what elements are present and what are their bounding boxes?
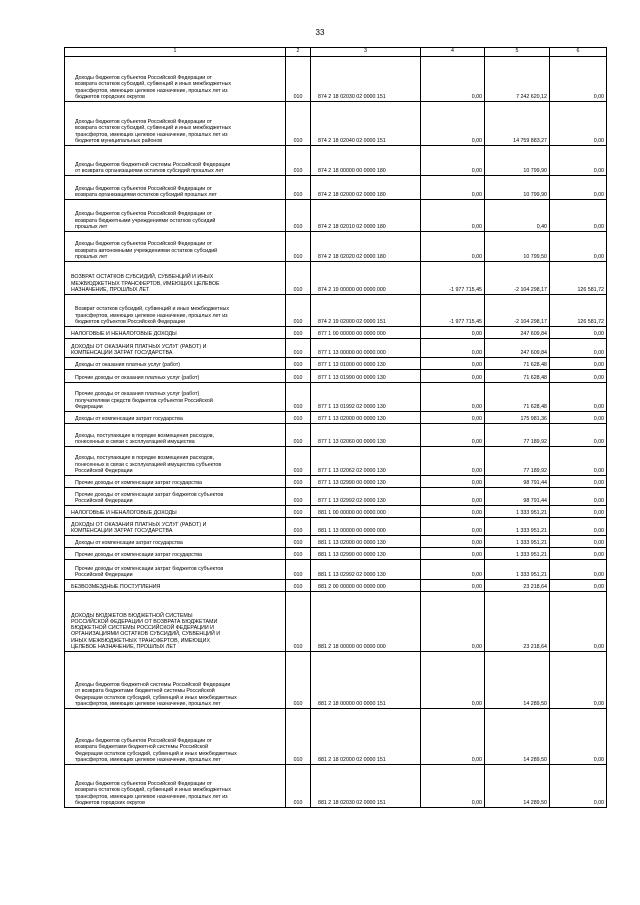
row-value-col6: 0,00	[550, 536, 607, 548]
row-value-col5: 23 218,64	[485, 580, 550, 592]
row-value-col4: 0,00	[421, 536, 485, 548]
row-income-code: 881 1 13 02992 02 0000 130	[311, 560, 421, 580]
row-value-col6: 0,00	[550, 146, 607, 176]
row-value-col5: 10 799,50	[485, 232, 550, 262]
row-value-col6: 0,00	[550, 765, 607, 808]
table-row	[65, 383, 607, 412]
row-line-code: 010	[286, 652, 311, 709]
row-value-col5: 247 609,84	[485, 327, 550, 339]
table-row	[65, 232, 607, 262]
page-number: 33	[315, 28, 325, 37]
row-value-col5: 71 628,48	[485, 383, 550, 412]
row-description: ДОХОДЫ ОТ ОКАЗАНИЯ ПЛАТНЫХ УСЛУГ (РАБОТ) И КОМПЕНСАЦИИ ЗАТРАТ ГОСУДАРСТВА	[65, 518, 286, 536]
row-income-code: 874 2 18 02020 02 0000 180	[311, 232, 421, 262]
table-row	[65, 580, 607, 592]
table-row	[65, 176, 607, 200]
row-value-col6: 0,00	[550, 560, 607, 580]
column-header: 3	[311, 48, 421, 57]
row-value-col5: 1 333 951,21	[485, 548, 550, 560]
row-line-code: 010	[286, 548, 311, 560]
row-value-col4: 0,00	[421, 412, 485, 424]
row-description: Доходы от компенсации затрат государства	[65, 536, 286, 548]
row-value-col4: -1 977 715,45	[421, 262, 485, 295]
table-row	[65, 709, 607, 765]
row-income-code: 877 1 13 00000 00 0000 000	[311, 339, 421, 358]
row-value-col5: -2 104 298,17	[485, 262, 550, 295]
row-income-code: 874 2 18 02030 02 0000 151	[311, 57, 421, 102]
row-value-col6: 0,00	[550, 518, 607, 536]
row-line-code: 010	[286, 295, 311, 327]
row-income-code: 877 1 13 01990 00 0000 130	[311, 370, 421, 383]
row-value-col5: 71 628,48	[485, 358, 550, 370]
row-value-col4: 0,00	[421, 232, 485, 262]
row-value-col5: 14 289,50	[485, 652, 550, 709]
row-description: Доходы бюджетов субъектов Российской Федерации от возврата остатков субсидий, субвенций и иных межбюджетных трансфертов, имеющих целевое назначение, прошлых лет из бюджетов городских округов	[65, 765, 286, 808]
row-value-col6: 126 581,72	[550, 262, 607, 295]
table-row	[65, 548, 607, 560]
row-line-code: 010	[286, 476, 311, 488]
row-income-code: 881 2 00 00000 00 0000 000	[311, 580, 421, 592]
row-value-col4: 0,00	[421, 200, 485, 232]
row-income-code: 877 1 13 01992 02 0000 130	[311, 383, 421, 412]
table-row	[65, 57, 607, 102]
row-income-code: 877 1 13 02000 00 0000 130	[311, 412, 421, 424]
row-description: Доходы бюджетов субъектов Российской Федерации от возврата бюджетами бюджетной системы Российской Федерации остатков субсидий, субвенций и иных межбюджетных трансфертов, имеющих целевое назначение, прошлых лет	[65, 709, 286, 765]
row-income-code: 881 1 00 00000 00 0000 000	[311, 506, 421, 518]
table-row	[65, 102, 607, 146]
row-value-col5: -2 104 298,17	[485, 295, 550, 327]
row-line-code: 010	[286, 709, 311, 765]
row-description: Прочие доходы от компенсации затрат бюджетов субъектов Российской Федерации	[65, 488, 286, 506]
row-value-col4: 0,00	[421, 339, 485, 358]
row-value-col5: 1 333 951,21	[485, 536, 550, 548]
table-row	[65, 370, 607, 383]
table-row	[65, 424, 607, 447]
row-description: Доходы бюджетов субъектов Российской Федерации от возврата остатков субсидий, субвенций и иных межбюджетных трансфертов, имеющих целевое назначение, прошлых лет из бюджетов городских округов	[65, 57, 286, 102]
row-value-col6: 0,00	[550, 652, 607, 709]
row-line-code: 010	[286, 232, 311, 262]
column-header: 1	[65, 48, 286, 57]
row-value-col6: 0,00	[550, 506, 607, 518]
row-description: Доходы бюджетов субъектов Российской Федерации от возврата организациями остатков субсидий прошлых лет	[65, 176, 286, 200]
row-value-col6: 0,00	[550, 447, 607, 476]
row-value-col4: 0,00	[421, 370, 485, 383]
row-value-col4: 0,00	[421, 560, 485, 580]
row-value-col4: 0,00	[421, 176, 485, 200]
row-value-col6: 126 581,72	[550, 295, 607, 327]
row-description: ДОХОДЫ ОТ ОКАЗАНИЯ ПЛАТНЫХ УСЛУГ (РАБОТ) И КОМПЕНСАЦИИ ЗАТРАТ ГОСУДАРСТВА	[65, 339, 286, 358]
row-description: Доходы, поступающие в порядке возмещения расходов, понесенных в связи с эксплуатацией имущества субъектов Российской Федерации	[65, 447, 286, 476]
row-value-col6: 0,00	[550, 548, 607, 560]
row-income-code: 881 2 18 02030 02 0000 151	[311, 765, 421, 808]
row-value-col6: 0,00	[550, 383, 607, 412]
row-value-col5: 10 799,90	[485, 146, 550, 176]
row-income-code: 881 1 13 02990 00 0000 130	[311, 548, 421, 560]
row-value-col4: 0,00	[421, 506, 485, 518]
row-line-code: 010	[286, 370, 311, 383]
table-row	[65, 536, 607, 548]
table-row	[65, 339, 607, 358]
row-value-col4: 0,00	[421, 146, 485, 176]
row-value-col4: 0,00	[421, 57, 485, 102]
table-row	[65, 488, 607, 506]
row-income-code: 881 2 18 02000 02 0000 151	[311, 709, 421, 765]
row-value-col6: 0,00	[550, 592, 607, 652]
row-line-code: 010	[286, 518, 311, 536]
table-row	[65, 765, 607, 808]
row-line-code: 010	[286, 412, 311, 424]
row-income-code: 877 1 13 01000 00 0000 130	[311, 358, 421, 370]
row-description: ВОЗВРАТ ОСТАТКОВ СУБСИДИЙ, СУБВЕНЦИЙ И ИНЫХ МЕЖБЮДЖЕТНЫХ ТРАНСФЕРТОВ, ИМЕЮЩИХ ЦЕЛЕВОЕ НАЗНАЧЕНИЕ, ПРОШЛЫХ ЛЕТ	[65, 262, 286, 295]
row-line-code: 010	[286, 424, 311, 447]
row-value-col4: -1 977 715,45	[421, 295, 485, 327]
row-value-col6: 0,00	[550, 476, 607, 488]
row-description: НАЛОГОВЫЕ И НЕНАЛОГОВЫЕ ДОХОДЫ	[65, 327, 286, 339]
table-row	[65, 146, 607, 176]
row-description: Доходы бюджетов субъектов Российской Федерации от возврата бюджетными учреждениями остатков субсидий прошлых лет	[65, 200, 286, 232]
row-value-col6: 0,00	[550, 57, 607, 102]
row-description: Доходы бюджетов бюджетной системы Российской Федерации от возврата бюджетами бюджетной системы Российской Федерации остатков субсидий, субвенций и иных межбюджетных трансфертов, имеющих целевое назначение, прошлых лет	[65, 652, 286, 709]
row-line-code: 010	[286, 327, 311, 339]
table-row	[65, 652, 607, 709]
row-description: Прочие доходы от оказания платных услуг (работ) получателями средств бюджетов субъектов Российской Федерации	[65, 383, 286, 412]
row-line-code: 010	[286, 560, 311, 580]
row-value-col4: 0,00	[421, 358, 485, 370]
row-description: ДОХОДЫ БЮДЖЕТОВ БЮДЖЕТНОЙ СИСТЕМЫ РОССИЙСКОЙ ФЕДЕРАЦИИ ОТ ВОЗВРАТА БЮДЖЕТАМИ БЮДЖЕТНОЙ СИСТЕМЫ РОССИЙСКОЙ ФЕДЕРАЦИИ И ОРГАНИЗАЦИЯМИ ОСТАТКОВ СУБСИДИЙ, СУБВЕНЦИЙ И ИНЫХ МЕЖБЮДЖЕТНЫХ ТРАНСФЕРТОВ, ИМЕЮЩИХ ЦЕЛЕВОЕ НАЗНАЧЕНИЕ, ПРОШЛЫХ ЛЕТ	[65, 592, 286, 652]
row-line-code: 010	[286, 447, 311, 476]
row-value-col4: 0,00	[421, 327, 485, 339]
row-line-code: 010	[286, 262, 311, 295]
column-header: 5	[485, 48, 550, 57]
row-value-col5: 247 609,84	[485, 339, 550, 358]
row-line-code: 010	[286, 102, 311, 146]
row-value-col6: 0,00	[550, 200, 607, 232]
row-value-col5: 14 759 883,27	[485, 102, 550, 146]
row-income-code: 881 2 18 00000 00 0000 000	[311, 592, 421, 652]
row-description: Доходы бюджетов бюджетной системы Российской Федерации от возврата организациями остатков субсидий прошлых лет	[65, 146, 286, 176]
row-description: БЕЗВОЗМЕЗДНЫЕ ПОСТУПЛЕНИЯ	[65, 580, 286, 592]
table-row	[65, 262, 607, 295]
row-value-col6: 0,00	[550, 339, 607, 358]
table-row	[65, 447, 607, 476]
row-value-col4: 0,00	[421, 652, 485, 709]
row-line-code: 010	[286, 506, 311, 518]
row-income-code: 881 1 13 02000 00 0000 130	[311, 536, 421, 548]
row-value-col6: 0,00	[550, 358, 607, 370]
row-income-code: 877 1 13 02992 02 0000 130	[311, 488, 421, 506]
column-header: 6	[550, 48, 607, 57]
row-line-code: 010	[286, 57, 311, 102]
row-value-col4: 0,00	[421, 580, 485, 592]
budget-report-table	[64, 47, 607, 808]
row-value-col6: 0,00	[550, 176, 607, 200]
row-value-col4: 0,00	[421, 765, 485, 808]
row-value-col4: 0,00	[421, 518, 485, 536]
row-value-col5: 1 333 951,21	[485, 506, 550, 518]
row-income-code: 874 2 19 02000 02 0000 151	[311, 295, 421, 327]
row-description: Доходы, поступающие в порядке возмещения расходов, понесенных в связи с эксплуатацией имущества	[65, 424, 286, 447]
row-description: Прочие доходы от компенсации затрат государства	[65, 548, 286, 560]
table-row	[65, 295, 607, 327]
row-value-col4: 0,00	[421, 383, 485, 412]
row-line-code: 010	[286, 765, 311, 808]
row-income-code: 874 2 18 02000 02 0000 180	[311, 176, 421, 200]
row-description: НАЛОГОВЫЕ И НЕНАЛОГОВЫЕ ДОХОДЫ	[65, 506, 286, 518]
column-header: 2	[286, 48, 311, 57]
row-income-code: 881 2 18 00000 00 0000 151	[311, 652, 421, 709]
table-row	[65, 560, 607, 580]
row-line-code: 010	[286, 146, 311, 176]
row-value-col6: 0,00	[550, 370, 607, 383]
row-value-col4: 0,00	[421, 102, 485, 146]
row-value-col5: 1 333 951,21	[485, 518, 550, 536]
column-number-header-row	[65, 48, 607, 57]
row-value-col5: 175 981,36	[485, 412, 550, 424]
row-line-code: 010	[286, 580, 311, 592]
row-line-code: 010	[286, 176, 311, 200]
row-value-col6: 0,00	[550, 709, 607, 765]
table-row	[65, 412, 607, 424]
row-description: Доходы от компенсации затрат государства	[65, 412, 286, 424]
row-line-code: 010	[286, 383, 311, 412]
row-value-col5: 14 289,50	[485, 765, 550, 808]
table-row	[65, 200, 607, 232]
row-value-col4: 0,00	[421, 424, 485, 447]
row-value-col4: 0,00	[421, 592, 485, 652]
row-value-col4: 0,00	[421, 488, 485, 506]
row-description: Возврат остатков субсидий, субвенций и иных межбюджетных трансфертов, имеющих целевое назначение, прошлых лет из бюджетов субъектов Российской Федерации	[65, 295, 286, 327]
row-income-code: 877 1 13 02062 02 0000 130	[311, 447, 421, 476]
row-value-col5: 23 218,64	[485, 592, 550, 652]
row-value-col5: 77 189,92	[485, 424, 550, 447]
row-value-col5: 98 791,44	[485, 476, 550, 488]
row-value-col5: 0,40	[485, 200, 550, 232]
row-line-code: 010	[286, 592, 311, 652]
row-income-code: 877 1 13 02990 00 0000 130	[311, 476, 421, 488]
table-row	[65, 506, 607, 518]
row-income-code: 877 1 13 02060 00 0000 130	[311, 424, 421, 447]
row-value-col5: 77 189,92	[485, 447, 550, 476]
row-value-col4: 0,00	[421, 709, 485, 765]
row-line-code: 010	[286, 536, 311, 548]
row-income-code: 874 2 18 02010 02 0000 180	[311, 200, 421, 232]
row-value-col6: 0,00	[550, 102, 607, 146]
row-value-col5: 1 333 951,21	[485, 560, 550, 580]
row-description: Доходы бюджетов субъектов Российской Федерации от возврата автономными учреждениями остатков субсидий прошлых лет	[65, 232, 286, 262]
row-line-code: 010	[286, 200, 311, 232]
table-row	[65, 327, 607, 339]
row-income-code: 874 2 18 02040 02 0000 151	[311, 102, 421, 146]
row-description: Прочие доходы от компенсации затрат бюджетов субъектов Российской Федерации	[65, 560, 286, 580]
row-value-col6: 0,00	[550, 232, 607, 262]
table-row	[65, 592, 607, 652]
table-row	[65, 476, 607, 488]
table-row	[65, 358, 607, 370]
row-value-col5: 98 791,44	[485, 488, 550, 506]
row-value-col6: 0,00	[550, 327, 607, 339]
row-value-col5: 7 242 620,12	[485, 57, 550, 102]
row-description: Прочие доходы от оказания платных услуг (работ)	[65, 370, 286, 383]
row-description: Доходы от оказания платных услуг (работ)	[65, 358, 286, 370]
row-income-code: 877 1 00 00000 00 0000 000	[311, 327, 421, 339]
row-description: Доходы бюджетов субъектов Российской Федерации от возврата остатков субсидий, субвенций и иных межбюджетных трансфертов, имеющих целевое назначение, прошлых лет из бюджетов муниципальных районов	[65, 102, 286, 146]
row-income-code: 881 1 13 00000 00 0000 000	[311, 518, 421, 536]
row-line-code: 010	[286, 358, 311, 370]
row-value-col6: 0,00	[550, 580, 607, 592]
column-header: 4	[421, 48, 485, 57]
row-description: Прочие доходы от компенсации затрат государства	[65, 476, 286, 488]
row-value-col4: 0,00	[421, 476, 485, 488]
row-value-col4: 0,00	[421, 548, 485, 560]
row-value-col6: 0,00	[550, 488, 607, 506]
row-value-col6: 0,00	[550, 412, 607, 424]
row-income-code: 874 2 19 00000 00 0000 000	[311, 262, 421, 295]
row-value-col5: 71 628,48	[485, 370, 550, 383]
row-value-col4: 0,00	[421, 447, 485, 476]
row-value-col5: 10 799,90	[485, 176, 550, 200]
table-row	[65, 518, 607, 536]
row-value-col5: 14 289,50	[485, 709, 550, 765]
row-value-col6: 0,00	[550, 424, 607, 447]
row-line-code: 010	[286, 339, 311, 358]
row-line-code: 010	[286, 488, 311, 506]
row-income-code: 874 2 18 00000 00 0000 180	[311, 146, 421, 176]
